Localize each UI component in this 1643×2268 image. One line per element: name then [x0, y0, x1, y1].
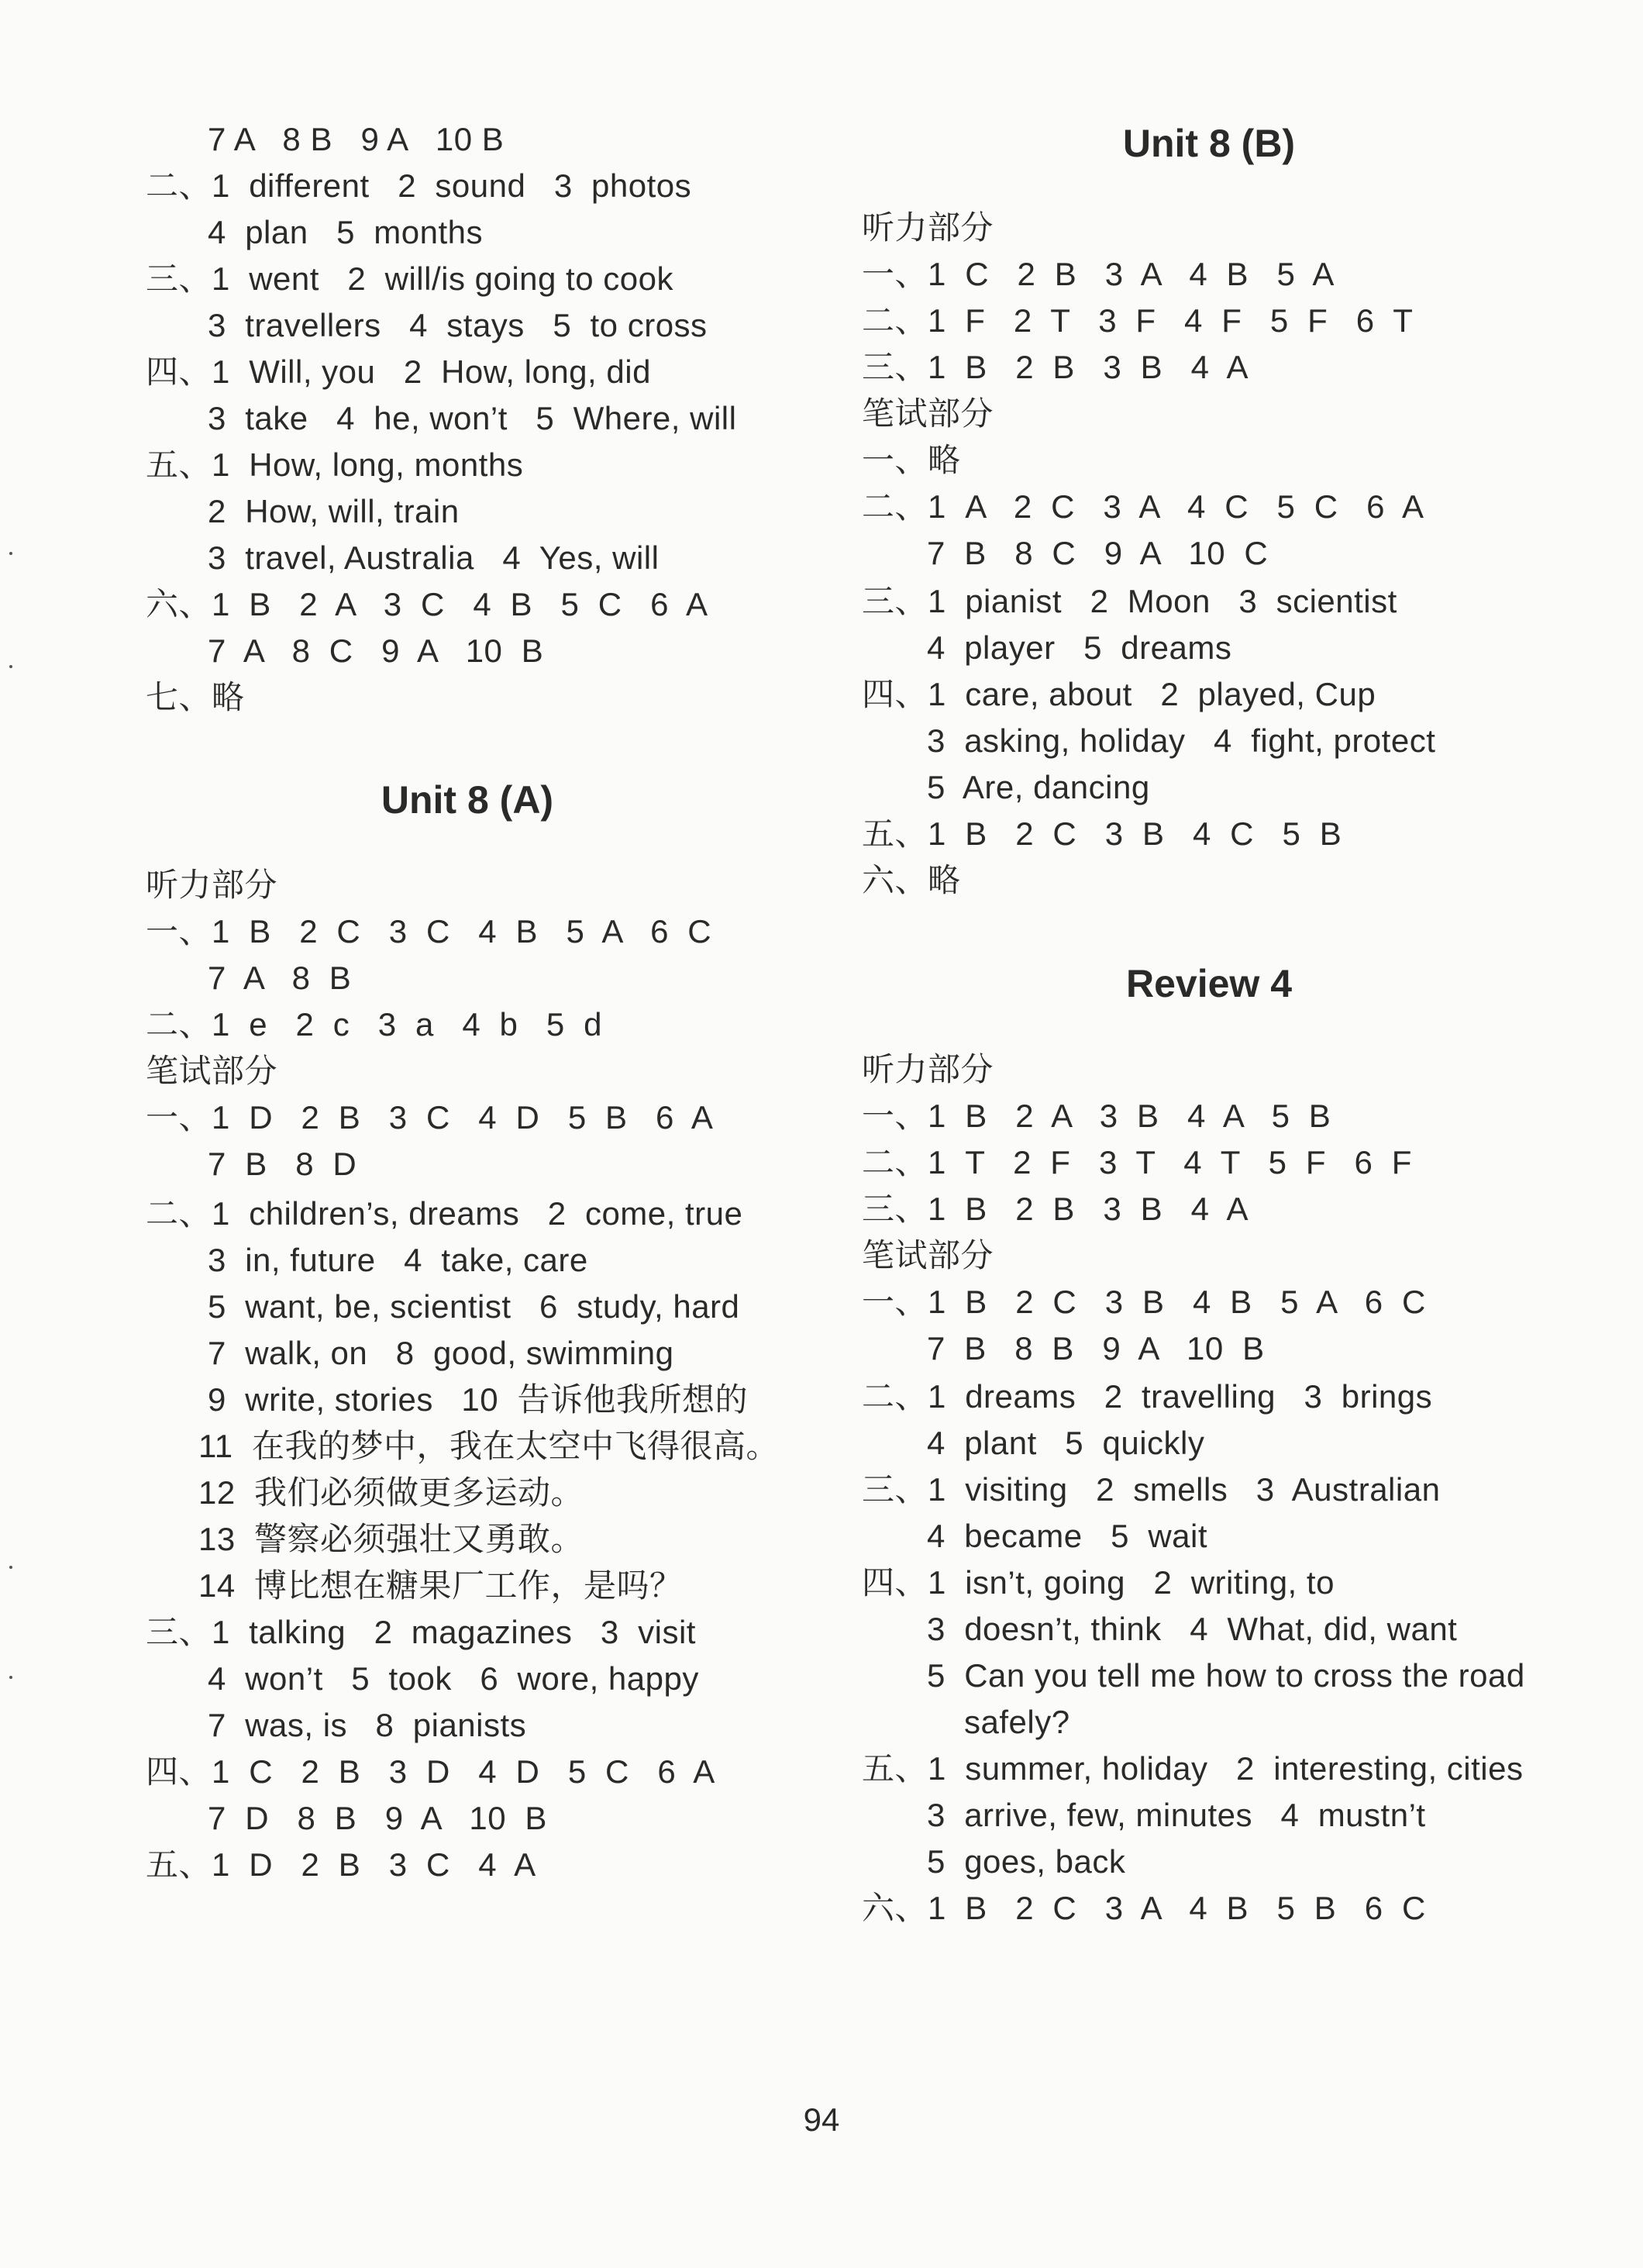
- subsection-heading: 听力部分: [862, 209, 994, 246]
- answer-line: 3 travellers 4 stays 5 to cross: [208, 307, 708, 343]
- answer-line: 4 plant 5 quickly: [927, 1425, 1205, 1461]
- answer-line: 一、1 B 2 C 3 C 4 B 5 A 6 C: [146, 913, 712, 950]
- answer-line: 二、1 A 2 C 3 A 4 C 5 C 6 A: [862, 488, 1424, 525]
- answer-line: 三、1 visiting 2 smells 3 Australian: [862, 1471, 1441, 1508]
- answer-line: 3 travel, Australia 4 Yes, will: [208, 539, 660, 576]
- answer-line: 五、1 D 2 B 3 C 4 A: [146, 1846, 536, 1883]
- section-heading-unit8b: Unit 8 (B): [1122, 122, 1296, 165]
- answer-line: 四、1 care, about 2 played, Cup: [862, 676, 1376, 712]
- scan-speck: [9, 1676, 12, 1679]
- answer-line: 二、1 F 2 T 3 F 4 F 5 F 6 T: [862, 302, 1414, 339]
- answer-line: 11 在我的梦中，我在太空中飞得很高。: [198, 1428, 779, 1464]
- answer-line: safely?: [964, 1704, 1070, 1740]
- answer-line: 7 was, is 8 pianists: [208, 1707, 527, 1743]
- answer-line: 4 plan 5 months: [208, 214, 484, 250]
- answer-line: 三、1 pianist 2 Moon 3 scientist: [862, 583, 1397, 619]
- answer-line: 7 A 8 B: [208, 960, 352, 996]
- answer-line: 五、1 How, long, months: [146, 446, 524, 483]
- answer-line: 7 walk, on 8 good, swimming: [208, 1335, 674, 1371]
- answer-line: 7 B 8 C 9 A 10 C: [927, 535, 1269, 571]
- subsection-heading: 笔试部分: [862, 395, 994, 432]
- answer-line: 5 Are, dancing: [927, 769, 1150, 805]
- answer-line: 一、1 B 2 C 3 B 4 B 5 A 6 C: [862, 1284, 1426, 1320]
- answer-line: 3 take 4 he, won’t 5 Where, will: [208, 400, 737, 436]
- answer-line: 3 in, future 4 take, care: [208, 1242, 588, 1278]
- subsection-heading: 笔试部分: [146, 1053, 278, 1089]
- answer-line: 四、1 C 2 B 3 D 4 D 5 C 6 A: [146, 1753, 715, 1790]
- answer-line: 7 A 8 C 9 A 10 B: [208, 632, 544, 669]
- answer-line: 4 player 5 dreams: [927, 629, 1232, 666]
- answer-line: 七、略: [146, 679, 245, 715]
- answer-line: 三、1 went 2 will/is going to cook: [146, 260, 673, 297]
- page-number: 94: [803, 2101, 840, 2138]
- answer-line: 五、1 summer, holiday 2 interesting, cities: [862, 1750, 1524, 1787]
- subsection-heading: 笔试部分: [862, 1237, 994, 1274]
- answer-line: 5 want, be, scientist 6 study, hard: [208, 1288, 740, 1325]
- answer-line: 三、1 B 2 B 3 B 4 A: [862, 349, 1249, 385]
- answer-line: 一、略: [862, 442, 961, 478]
- answer-line: 二、1 e 2 c 3 a 4 b 5 d: [146, 1006, 602, 1043]
- answer-line: 7 A 8 B 9 A 10 B: [208, 121, 505, 157]
- answer-line: 一、1 D 2 B 3 C 4 D 5 B 6 A: [146, 1099, 714, 1136]
- answer-line: 二、1 children’s, dreams 2 come, true: [146, 1195, 743, 1232]
- answer-line: 7 B 8 B 9 A 10 B: [927, 1330, 1265, 1367]
- answer-line: 六、1 B 2 A 3 C 4 B 5 C 6 A: [146, 586, 708, 622]
- answer-line: 三、1 talking 2 magazines 3 visit: [146, 1614, 696, 1650]
- answer-line: 4 became 5 wait: [927, 1518, 1208, 1554]
- answer-line: 5 Can you tell me how to cross the road: [927, 1657, 1525, 1694]
- answer-line: 三、1 B 2 B 3 B 4 A: [862, 1191, 1249, 1227]
- answer-line: 二、1 T 2 F 3 T 4 T 5 F 6 F: [862, 1144, 1412, 1181]
- section-heading-unit8a: Unit 8 (A): [381, 778, 554, 822]
- answer-line: 13 警察必须强壮又勇敢。: [198, 1521, 584, 1557]
- answer-line: 7 B 8 D: [208, 1146, 357, 1182]
- answer-line: 一、1 B 2 A 3 B 4 A 5 B: [862, 1098, 1331, 1134]
- answer-line: 一、1 C 2 B 3 A 4 B 5 A: [862, 256, 1335, 292]
- answer-line: 5 goes, back: [927, 1843, 1126, 1880]
- answer-line: 二、1 dreams 2 travelling 3 brings: [862, 1378, 1433, 1415]
- answer-line: 3 arrive, few, minutes 4 mustn’t: [927, 1797, 1426, 1833]
- subsection-heading: 听力部分: [862, 1051, 994, 1087]
- answer-line: 2 How, will, train: [208, 493, 460, 529]
- answer-line: 7 D 8 B 9 A 10 B: [208, 1800, 547, 1836]
- answer-line: 3 doesn’t, think 4 What, did, want: [927, 1611, 1458, 1647]
- answer-line: 五、1 B 2 C 3 B 4 C 5 B: [862, 815, 1342, 852]
- answer-line: 12 我们必须做更多运动。: [198, 1474, 584, 1511]
- answer-line: 六、略: [862, 862, 961, 898]
- scan-speck: [9, 1566, 12, 1569]
- scan-speck: [9, 552, 12, 555]
- answer-line: 9 write, stories 10 告诉他我所想的: [208, 1381, 748, 1418]
- answer-line: 3 asking, holiday 4 fight, protect: [927, 722, 1436, 759]
- scan-speck: [9, 665, 12, 668]
- answer-line: 四、1 Will, you 2 How, long, did: [146, 353, 651, 390]
- subsection-heading: 听力部分: [146, 867, 278, 903]
- answer-line: 4 won’t 5 took 6 wore, happy: [208, 1660, 699, 1697]
- answer-line: 14 博比想在糖果厂工作，是吗？: [198, 1567, 683, 1604]
- section-heading-review4: Review 4: [1125, 962, 1292, 1005]
- answer-line: 二、1 different 2 sound 3 photos: [146, 167, 692, 204]
- answer-line: 四、1 isn’t, going 2 writing, to: [862, 1564, 1335, 1601]
- answer-line: 六、1 B 2 C 3 A 4 B 5 B 6 C: [862, 1890, 1426, 1926]
